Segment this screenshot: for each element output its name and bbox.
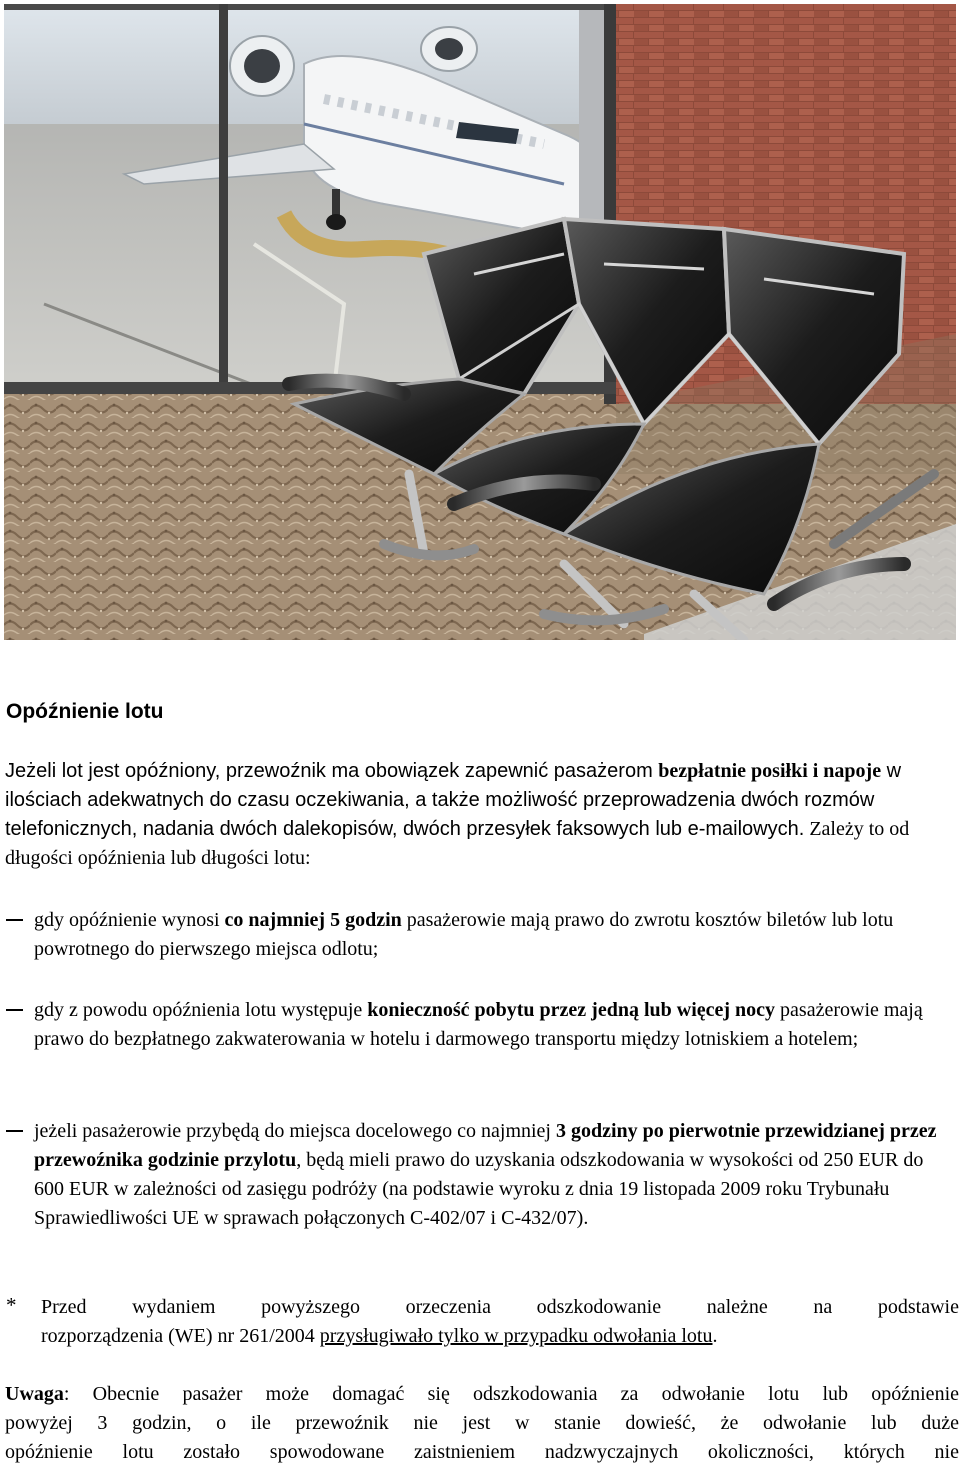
bullet-text: , będą mieli prawo do uzyskania odszkodowania w wysokości od 250 EUR do 600 EUR w zależności od zasięgu podróży (na podstawie wyroku z dnia 19 listopada 2009 roku Trybunału Sprawiedliwości UE w sprawach połączonych C-402/07 i C-432/07). xyxy=(34,1149,924,1229)
bullet-item xyxy=(0,906,958,964)
bullet-text: pasażerowie mają prawo do bezpłatnego zakwaterowania w hotelu i darmowego transportu między lotniskiem a hotelem; xyxy=(34,999,923,1050)
intro-bold-1: bezpłatnie posiłki i napoje xyxy=(658,760,882,782)
dash-bullet-icon xyxy=(6,1130,23,1132)
footnote-underlined: przysługiwało tylko w przypadku odwołania lotu xyxy=(319,1325,713,1347)
bullet-item xyxy=(0,996,958,1054)
bullet-bold: konieczność pobytu przez jedną lub więcej nocy xyxy=(367,999,776,1021)
bullet-text: gdy z powodu opóźnienia lotu występuje xyxy=(34,999,368,1021)
airport-gate-photo xyxy=(4,4,956,640)
warning-paragraph xyxy=(5,1380,959,1467)
bullet-item xyxy=(0,1117,958,1233)
intro-text-2: w ilościach adekwatnych do czasu oczekiwania, a także możliwość przeprowadzenia dwóch rozmów telefonicznych, nadania dwóch dalekopisów, dwóch przesyłek faksowych lub e-mailowych. xyxy=(5,760,902,840)
bullet-text: jeżeli pasażerowie przybędą do miejsca docelowego co najmniej xyxy=(34,1120,556,1142)
footnote xyxy=(41,1293,959,1351)
warning-label: Uwaga xyxy=(5,1383,64,1405)
intro-text-1: Jeżeli lot jest opóźniony, przewoźnik ma obowiązek zapewnić pasażerom xyxy=(5,760,659,782)
dash-bullet-icon xyxy=(6,1009,23,1011)
footnote-text: . xyxy=(712,1325,718,1347)
section-heading: Opóźnienie lotu xyxy=(6,700,164,723)
footnote-asterisk: * xyxy=(6,1293,17,1317)
dash-bullet-icon xyxy=(6,919,23,921)
intro-text-3: Zależy to od długości opóźnienia lub długości lotu: xyxy=(5,818,910,869)
footnote-text: rozporządzenia (WE) nr 261/2004 xyxy=(41,1325,320,1347)
footnote-line: Przed wydaniem powyższego orzeczenia odszkodowanie należne na podstawie xyxy=(41,1296,959,1318)
bullet-text: pasażerowie mają prawo do zwrotu kosztów biletów lub lotu powrotnego do pierwszego miejsca odlotu; xyxy=(34,909,894,960)
intro-paragraph xyxy=(5,757,957,873)
bullet-text: gdy opóźnienie wynosi xyxy=(34,909,225,931)
bullet-bold: co najmniej 5 godzin xyxy=(224,909,402,931)
warning-text: opóźnienie lotu zostało spowodowane zaistnieniem nadzwyczajnych okoliczności, których nie xyxy=(5,1441,959,1463)
warning-text: powyżej 3 godzin, o ile przewoźnik nie jest w stanie dowieść, że odwołanie lub duże xyxy=(5,1412,959,1434)
bullet-bold: 3 godziny po pierwotnie przewidzianej przez przewoźnika godzinie przylotu xyxy=(34,1120,937,1171)
warning-text: : Obecnie pasażer może domagać się odszkodowania za odwołanie lotu lub opóźnienie xyxy=(63,1383,959,1405)
